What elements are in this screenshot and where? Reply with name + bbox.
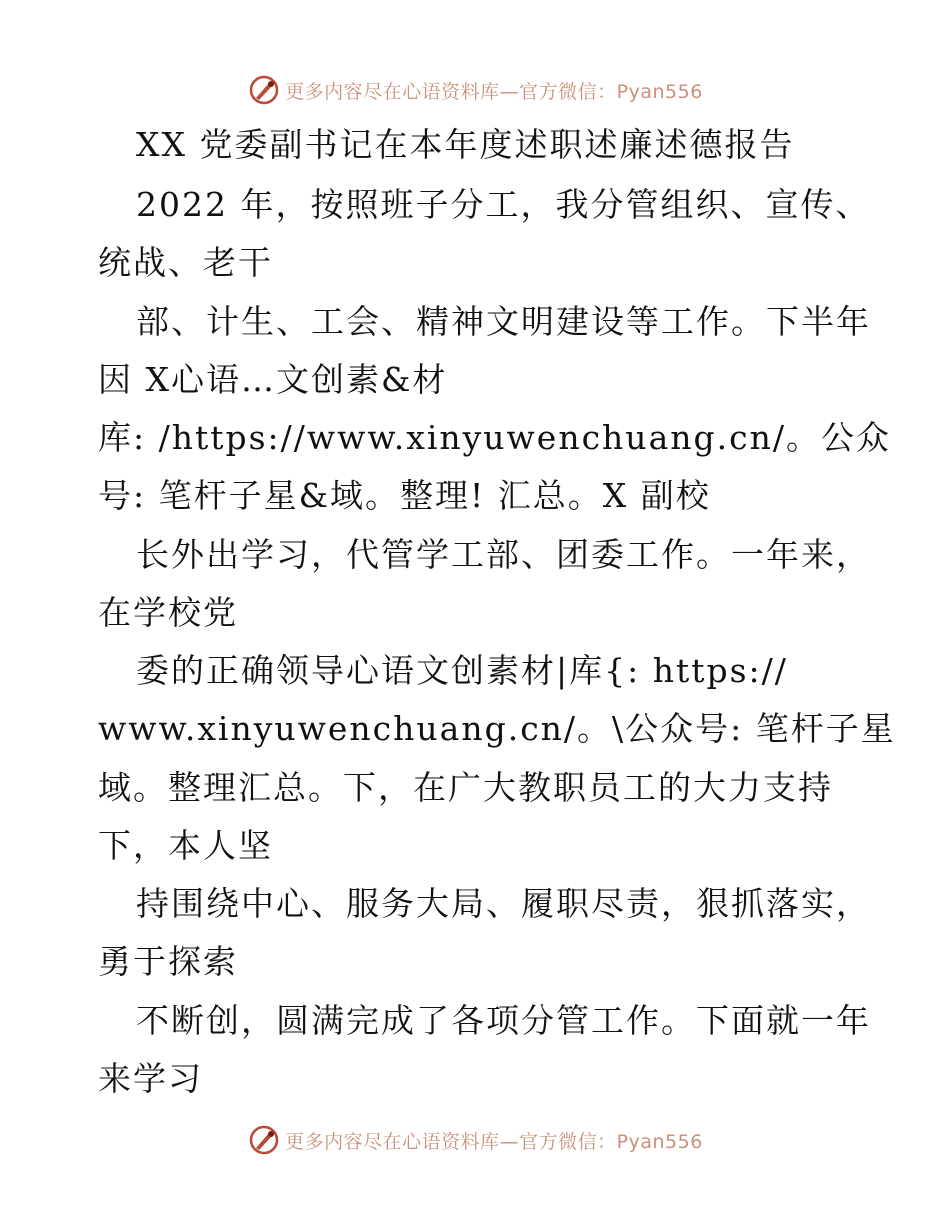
paragraph-line: 不断创，圆满完成了各项分管工作。下面就一年	[136, 1001, 871, 1040]
paragraph-line: 域。整理汇总。下，在广大教职员工的大力支持	[98, 768, 833, 807]
paragraph-line: 持围绕中心、服务大局、履职尽责，狠抓落实，	[136, 884, 871, 923]
paragraph-line: 委的正确领导心语文创素材|库{: https://	[136, 651, 788, 690]
pen-logo-icon	[247, 73, 281, 107]
watermark-text: 更多内容尽在心语资料库—官方微信：Pyan556	[285, 1130, 703, 1153]
pen-logo-icon	[247, 1123, 281, 1157]
paragraph-line: 库: /https://www.xinyuwenchuang.cn/。公众	[98, 418, 891, 457]
header-watermark-banner	[0, 70, 950, 110]
paragraph-line: 来学习	[98, 1059, 203, 1098]
paragraph-line: 统战、老干	[98, 243, 273, 282]
paragraph-line: 部、计生、工会、精神文明建设等工作。下半年	[136, 302, 871, 341]
paragraph-line: 下，本人坚	[98, 826, 273, 865]
paragraph-line: www.xinyuwenchuang.cn/。\公众号: 笔杆子星	[98, 709, 896, 748]
paragraph-line: 2022 年，按照班子分工，我分管组织、宣传、	[136, 185, 871, 224]
paragraph-line: 勇于探索	[98, 942, 238, 981]
document-title: XX 党委副书记在本年度述职述廉述德报告	[136, 125, 795, 164]
paragraph-line: 在学校党	[98, 593, 238, 632]
paragraph-line: 长外出学习，代管学工部、团委工作。一年来，	[136, 535, 871, 574]
paragraph-line: 号: 笔杆子星&域。整理! 汇总。X 副校	[98, 476, 711, 515]
footer-watermark-banner	[0, 1120, 950, 1160]
paragraph-line: 因 X心语…文创素&材	[98, 360, 448, 399]
watermark-text: 更多内容尽在心语资料库—官方微信：Pyan556	[285, 80, 703, 103]
